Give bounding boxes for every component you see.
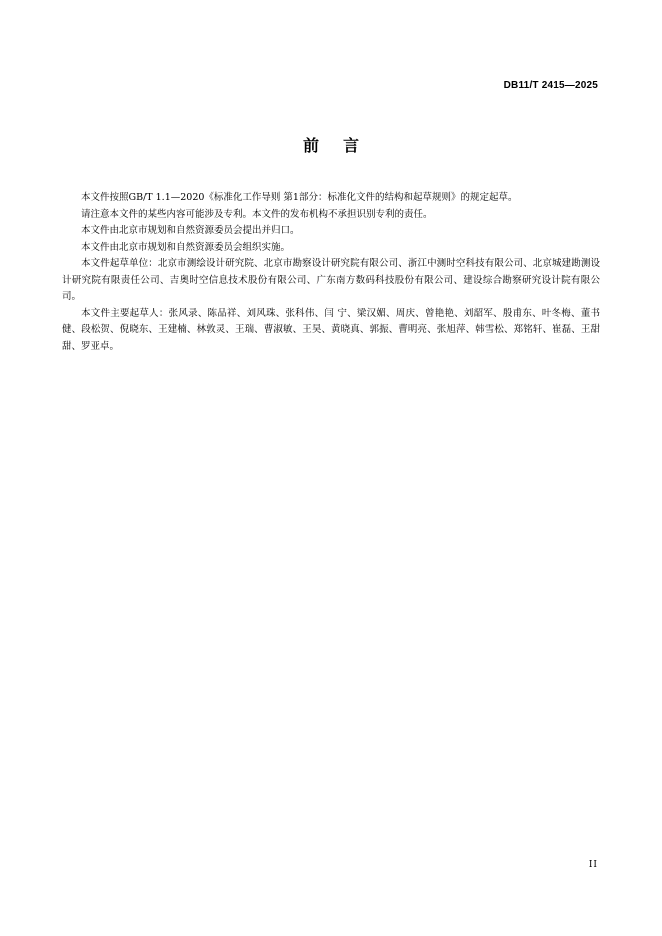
paragraph-drafting-rules: 本文件按照GB/T 1.1—2020《标准化工作导则 第1部分：标准化文件的结构和起草规则》的规定起草。 (81, 192, 518, 203)
foreword-body (62, 190, 600, 355)
paragraph-proposer: 本文件由北京市规划和自然资源委员会提出并归口。 (81, 225, 300, 236)
paragraph-drafters: 本文件主要起草人：张风录、陈品祥、刘风珠、张科伟、闫 宁、梁汉媚、周庆、曾艳艳、刘韶军、殷甫东、叶冬梅、董书健、段松贺、倪晓东、王建楠、林敦灵、王瑞、曹淑敏、王昊、黄晓真、郭振、曹明亮、张旭萍、韩雪松、郑铭轩、崔磊、王甜甜、罗亚卓。 (62, 307, 600, 352)
paragraph-drafting-units: 本文件起草单位：北京市测绘设计研究院、北京市勘察设计研究院有限公司、浙江中测时空科技有限公司、北京城建勘测设计研究院有限责任公司、吉奥时空信息技术股份有限公司、广东南方数码科技股份有限公司、建设综合勘察研究设计院有限公司。 (62, 258, 600, 302)
paragraph-implementer: 本文件由北京市规划和自然资源委员会组织实施。 (81, 241, 291, 253)
paragraph-patent-notice: 请注意本文件的某些内容可能涉及专利。本文件的发布机构不承担识别专利的责任。 (81, 208, 433, 220)
page-number: II (588, 860, 598, 870)
document-code: DB11/T 2415—2025 (503, 80, 598, 91)
page-title: 前言 (302, 136, 383, 155)
